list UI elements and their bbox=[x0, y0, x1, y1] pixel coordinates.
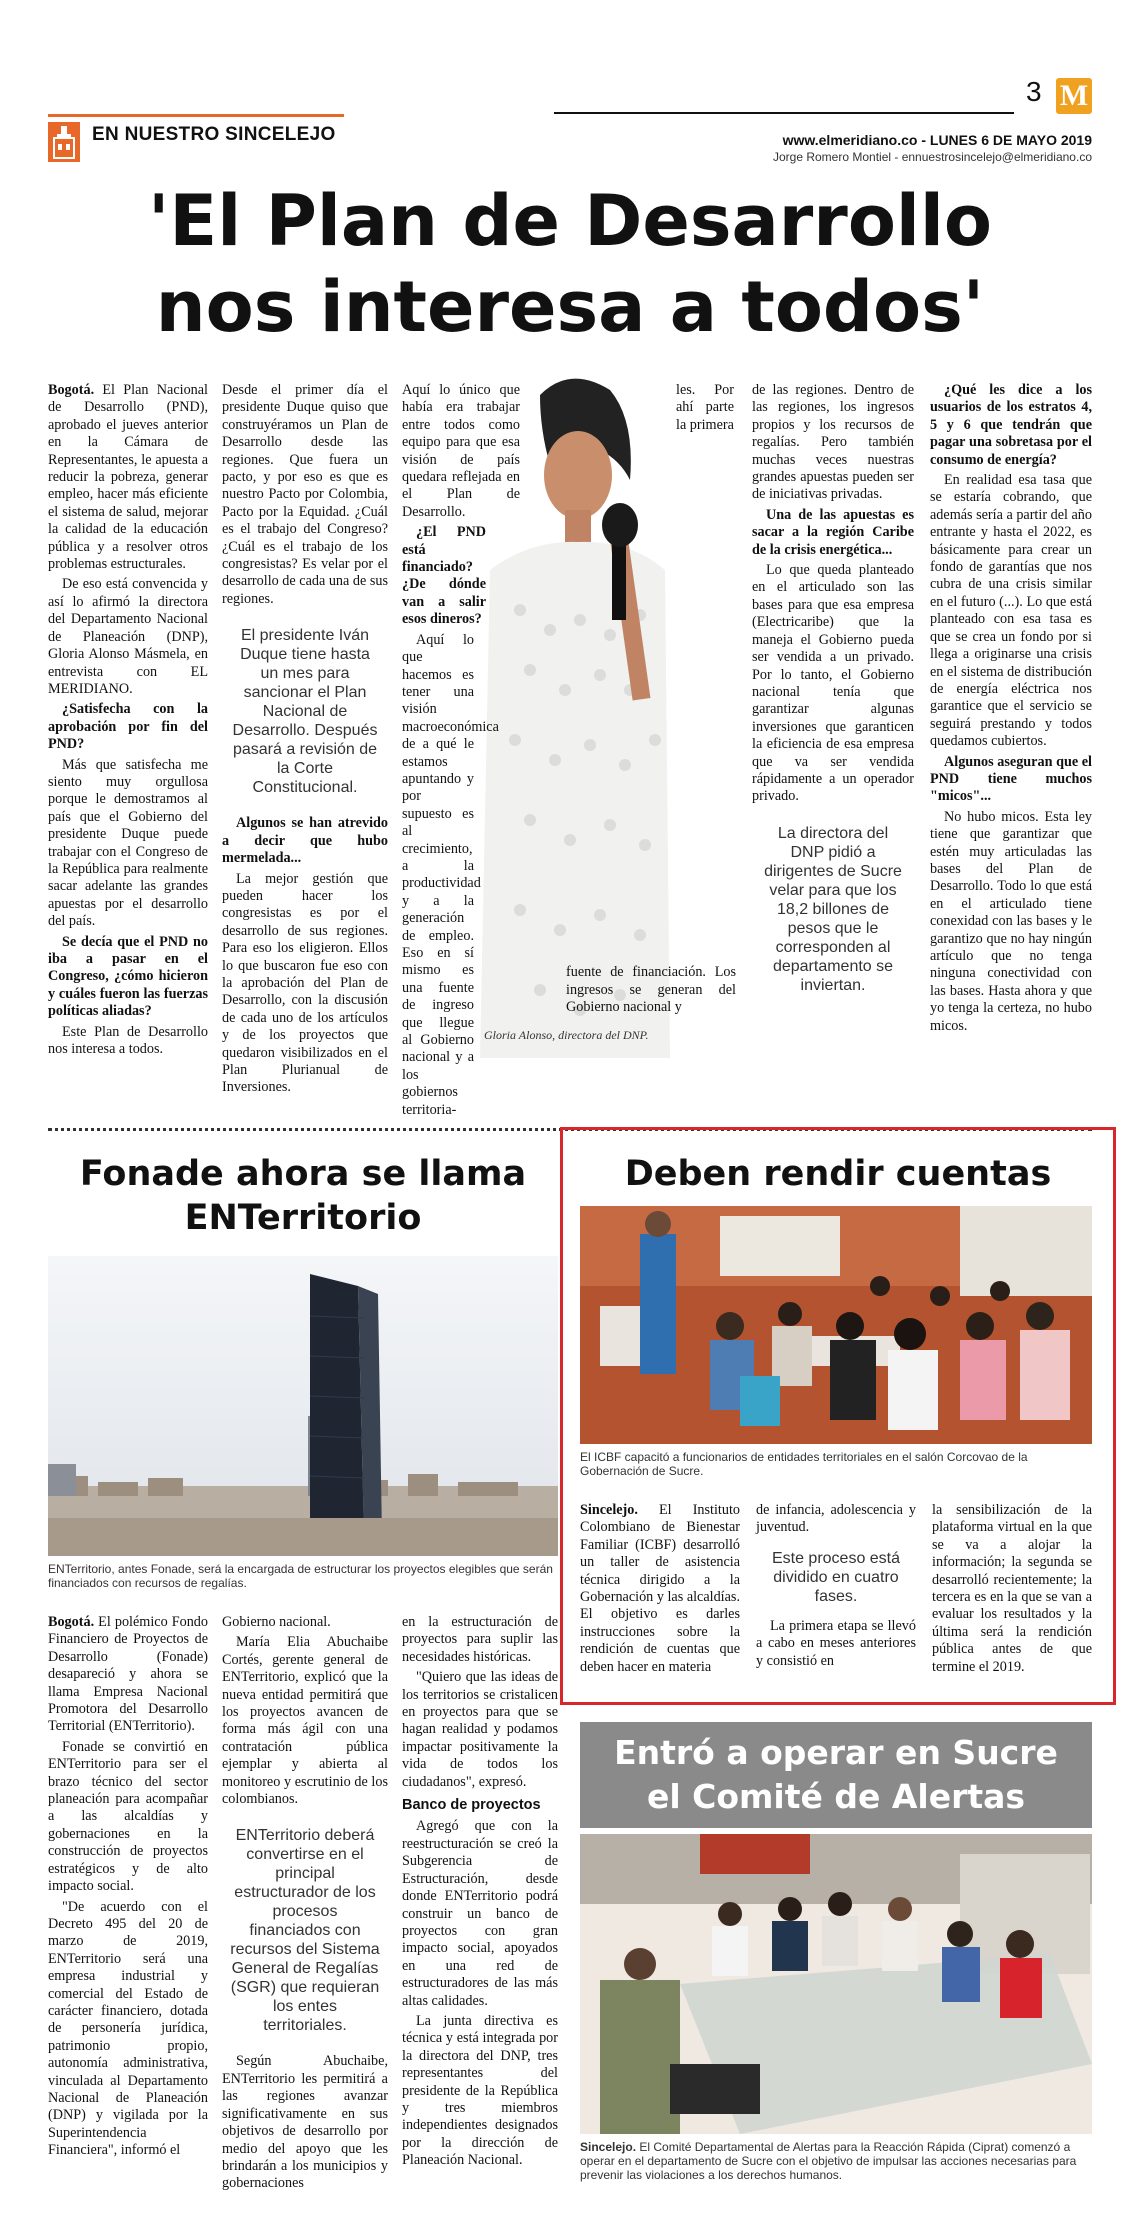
main-col4-p2: fuente de financiación. Los ingresos se generan del Gobierno nacional y bbox=[566, 964, 736, 1016]
classroom-illustration bbox=[580, 1206, 1092, 1444]
main-col6-q1: ¿Qué les dice a los usuarios de los estratos 4, 5 y 6 que tendrán que pagar una sobretasa por el consumo de energía? bbox=[930, 382, 1092, 468]
fonade-col3-p3: Agregó que con la reestructuración se creó la Subgerencia de Estructuración, desde donde ENTerritorio podrá construir un banco de proyectos con gran impacto social, apoyados en una red de estructuradores de las más altas calidades. bbox=[402, 1818, 558, 2009]
main-col1-p3: Más que satisfecha me siento muy orgullosa porque le demostramos al país que el Gobierno del presidente Duque puede trabajar con el Congreso de la República para realmente sacar adelante las grandes apuestas por el desarrollo del país. bbox=[48, 756, 208, 930]
main-col5-p2: Lo que queda planteado en el articulado son las bases para que esa empresa (Electricaribe) que la maneja el Gobierno pueda ser vendida a un privado. Por lo tanto, el Gobierno nacional tenía que garantizar algunas inversiones que garanticen la eficiencia de esa empresa que va ser vendida rápidamente a un operador privado. bbox=[752, 562, 914, 805]
fonade-subheading: Banco de proyectos bbox=[402, 1797, 541, 1814]
main-col5-p1: de las regiones. Dentro de las regiones, los ingresos propios y los recursos de regalías. Pero también muchas veces nuestras grandes apuestas pueden ser de iniciativas privadas. bbox=[752, 382, 914, 503]
meeting-room-illustration bbox=[580, 1834, 1092, 2134]
fonade-headline-line2: ENTerritorio bbox=[184, 1198, 422, 1238]
main-col3-q1: ¿El PND está financiado? ¿De dónde van a salir esos dineros? bbox=[402, 524, 486, 628]
main-headline-line2: nos interesa a todos' bbox=[155, 266, 985, 348]
fonade-col3-p4: La junta directiva es técnica y está integrada por la directora del DNP, tres representantes del presidente de la República y tres miembros independientes designados por la dirección de Planeación Nacional. bbox=[402, 2012, 558, 2169]
fonade-col1-p1 bbox=[48, 1614, 208, 1736]
fonade-col2-p2: María Elia Abuchaibe Cortés, gerente general de ENTerritorio, explicó que la nueva entidad permitirá que los proyectos avancen de forma más ágil con una contratación pública ejemplar y abierta al monitoreo y escrutinio de los colombianos. bbox=[222, 1634, 388, 1808]
fonade-col3-p2: "Quiero que las ideas de los territorios se cristalicen en proyectos para que se hagan realidad y podamos impactar positivamente la vida de todos los ciudadanos", expresó. bbox=[402, 1669, 558, 1790]
fonade-col2-p1: Gobierno nacional. bbox=[222, 1614, 331, 1630]
fonade-col2-p3: Según Abuchaibe, ENTerritorio les permitirá a las regiones avanzar significativamente en sus objetivos de desarrollo por medio del apoyo que les brindarán a los municipios y gobernaciones bbox=[222, 2053, 388, 2192]
city-skyline-illustration bbox=[48, 1256, 558, 1556]
cuentas-col1-p1-text: El Instituto Colombiano de Bienestar Familiar (ICBF) desarrolló un taller de asistencia técnica dirigido a la Gobernación y las alcaldías. El objetivo es darles instrucciones sobre la rendición de cuentas que deben hacer en materia bbox=[580, 1502, 740, 1675]
main-col-4 bbox=[566, 382, 736, 1019]
main-col4-p1: les. Por ahí parte la primera bbox=[676, 382, 734, 433]
fonade-photo-caption: ENTerritorio, antes Fonade, será la encargada de estructurar los proyectos elegibles que serán financiados con recursos de regalías. bbox=[48, 1562, 553, 1590]
main-col-2 bbox=[222, 382, 388, 1100]
main-headline bbox=[0, 178, 1140, 350]
main-col-5 bbox=[752, 382, 914, 1013]
main-col5-pull-quote: La directora del DNP pidió a dirigentes de Sucre velar para que los 18,2 billones de pesos que le corresponden al departamento se inviertan. bbox=[764, 824, 902, 994]
cuentas-col-2 bbox=[756, 1502, 916, 1673]
section-title: EN NUESTRO SINCELEJO bbox=[92, 124, 336, 145]
cuentas-col1-p1 bbox=[580, 1502, 740, 1676]
main-col1-p4: Este Plan de Desarrollo nos interesa a todos. bbox=[48, 1023, 208, 1058]
cuentas-col2-pull-quote: Este proceso está dividido en cuatro fases. bbox=[771, 1549, 901, 1605]
fonade-col-2 bbox=[222, 1614, 388, 2196]
dateline: www.elmeridiano.co - LUNES 6 DE MAYO 2019 bbox=[782, 132, 1092, 148]
cuentas-headline: Deben rendir cuentas bbox=[624, 1154, 1052, 1194]
cuentas-col-3 bbox=[932, 1502, 1092, 1679]
main-photo-caption: Gloria Alonso, directora del DNP. bbox=[484, 1028, 649, 1042]
main-col3-p2: Aquí lo que hacemos es tener una visión macroeconómica de a qué le estamos apuntando y por supuesto es al crecimiento, a la productividad y a la generación de empleo. Eso en sí mismo es una fuente de ingreso que llegue al Gobierno nacional y a los gobiernos territoria- bbox=[402, 631, 499, 1118]
byline: Jorge Romero Montiel - ennuestrosincelejo@elmeridiano.co bbox=[772, 150, 1092, 164]
main-col6-p2: No hubo micos. Esta ley tiene que garantizar que estén muy articuladas las bases del Plan de Desarrollo. Todo lo que está en el articulado tiene conexidad con las bases y le garantizo que no hay ningún artículo que no tenga ninguna conectividad con las bases. Hasta ahora y que yo tenga la certeza, no hubo micos. bbox=[930, 808, 1092, 1034]
fonade-headline-line1: Fonade ahora se llama bbox=[79, 1154, 527, 1194]
main-col2-p2: La mejor gestión que pueden hacer los congresistas es por el desarrollo de sus regiones. Para eso los eligieron. Ellos lo que buscaron fue eso con la aprobación del Plan de Desarrollo, con la discusión de cada uno de los artículos y de los proyectos que quedaron visibilizados en el Plan Plurianual de Inversiones. bbox=[222, 870, 388, 1096]
alertas-caption-text: El Comité Departamental de Alertas para la Reacción Rápida (Ciprat) comenzó a operar en el departamento de Sucre con el objetivo de impulsar las acciones necesarias para prevenir las violaciones a los derechos humanos. bbox=[580, 2140, 1077, 2182]
page-number: 3 bbox=[1026, 76, 1042, 107]
fonade-col-3 bbox=[402, 1614, 558, 2173]
main-col3-p1: Aquí lo único que había era trabajar entre todos como equipo para que esa visión de país quedara reflejada en el Plan de Desarrollo. bbox=[402, 382, 520, 520]
main-col-1 bbox=[48, 382, 208, 1061]
main-col2-q1: Algunos se han atrevido a decir que hubo mermelada... bbox=[222, 815, 388, 867]
alertas-headline-line2: el Comité de Alertas bbox=[646, 1777, 1026, 1816]
alertas-photo-caption bbox=[580, 2140, 1092, 2182]
cuentas-col2-p2: La primera etapa se llevó a cabo en meses anteriores y consistió en bbox=[756, 1617, 916, 1669]
logo bbox=[1056, 78, 1092, 114]
cuentas-dateline: Sincelejo. bbox=[580, 1502, 638, 1518]
alertas-caption-dateline: Sincelejo. bbox=[580, 2140, 637, 2154]
fonade-col1-p3: "De acuerdo con el Decreto 495 del 20 de marzo de 2019, ENTerritorio será una empresa industrial y comercial del Estado de carácter financiero, dotada de personería jurídica, patrimonio propio, autonomía administrativa, vinculada al Departamento Nacional de Planeación (DNP) y vigilada por la Superintendencia Financiera", informó el bbox=[48, 1898, 208, 2159]
main-headline-line1: 'El Plan de Desarrollo bbox=[148, 180, 992, 262]
fonade-dateline: Bogotá. bbox=[48, 1614, 95, 1630]
fonade-col2-pull-quote: ENTerritorio deberá convertirse en el principal estructurador de los procesos financiados con recursos del Sistema General de Regalías (SGR) que requieran los entes territoriales. bbox=[230, 1827, 380, 2035]
main-col-6 bbox=[930, 382, 1092, 1038]
cuentas-col2-p1: de infancia, adolescencia y juventud. bbox=[756, 1502, 916, 1536]
main-col1-q2: Se decía que el PND no iba a pasar en el Congreso, ¿cómo hicieron y cuáles fueron las fuerzas políticas aliadas? bbox=[48, 933, 208, 1020]
main-col-3 bbox=[402, 382, 520, 1122]
enterritorio-tower-photo bbox=[48, 1256, 558, 1556]
main-col6-q2: Algunos aseguran que el PND tiene muchos "micos"... bbox=[930, 753, 1092, 805]
header-rule bbox=[554, 112, 1014, 114]
main-col1-p1-text: El Plan Nacional de Desarrollo (PND), aprobado el jueves anterior en la Cámara de Representantes, le apuesta a reducir la pobreza, generar empleo, hacer más eficiente el sistema de salud, mejorar la calidad de la educación pública y a resolver otros problemas estructurales. bbox=[48, 382, 208, 573]
tower-icon bbox=[48, 122, 80, 162]
fonade-col3-p1: en la estructuración de proyectos para suplir las necesidades históricas. bbox=[402, 1614, 558, 1665]
alertas-headline-line1: Entró a operar en Sucre bbox=[614, 1733, 1058, 1772]
cuentas-col-1 bbox=[580, 1502, 740, 1679]
main-col1-q1: ¿Satisfecha con la aprobación por fin del PND? bbox=[48, 701, 208, 753]
alertas-banner bbox=[580, 1722, 1092, 1828]
main-dateline: Bogotá. bbox=[48, 382, 95, 398]
main-col2-pull-quote: El presidente Iván Duque tiene hasta un mes para sancionar el Plan Nacional de Desarrollo. Después pasará a revisión de la Corte Constitucional. bbox=[232, 627, 378, 797]
cuentas-col3-p1: la sensibilización de la plataforma virtual en la que se va a alojar la información; la segunda se desarrolló recientemente; la tercera es en la que se van a evaluar los resultados y la última será la rendición pública antes de que termine el 2019. bbox=[932, 1502, 1092, 1675]
main-col5-q1: Una de las apuestas es sacar a la región Caribe de la crisis energética... bbox=[752, 506, 914, 558]
fonade-col-1 bbox=[48, 1614, 208, 2163]
main-col6-p1: En realidad esa tasa que se estaría cobrando, que además sería a partir del año entrante y hasta el 2022, es básicamente para crear un fondo de garantías que nos cubra de una crisis similar en el futuro (...). Lo que está planteado con esa tasa es que se crea un fondo por si llega a originarse una crisis en el sistema de distribución de energía eléctrica nos garantice que el servicio se seguirá prestando y todos quedamos cubiertos. bbox=[930, 472, 1092, 750]
fonade-col1-p1-text: El polémico Fondo Financiero de Proyectos de Desarrollo (Fonade) desapareció y ahora se llama Empresa Nacional Promotora del Desarrollo Territorial (ENTerritorio). bbox=[48, 1614, 208, 1735]
main-col1-p2: De eso está convencida y así lo afirmó la directora del Departamento Nacional de Planeación (DNP), Gloria Alonso Másmela, en entrevista con EL MERIDIANO. bbox=[48, 576, 208, 697]
icbf-workshop-photo bbox=[580, 1206, 1092, 1444]
fonade-col1-p2: Fonade se convirtió en ENTerritorio para ser el brazo técnico del sector planeación para acompañar a las alcaldías y gobernaciones en la construcción de proyectos estratégicos y de alto impacto social. bbox=[48, 1738, 208, 1895]
alertas-meeting-photo bbox=[580, 1834, 1092, 2134]
main-col1-p1 bbox=[48, 382, 208, 573]
main-col2-p1: Desde el primer día el presidente Duque quiso que construyéramos un Plan de Desarrollo desde las regiones. Que fuera un pacto, y por eso es que es nuestro Pacto por Colombia, Pacto por la Equidad. ¿Cuál es el trabajo del Congreso? ¿Cuál es el trabajo de los congresistas? Es velar por el desarrollo de cada una de sus regiones. bbox=[222, 382, 388, 607]
logo-letter: M bbox=[1059, 79, 1089, 112]
section-accent-line bbox=[48, 114, 344, 117]
section-icon bbox=[48, 122, 80, 162]
fonade-headline bbox=[48, 1152, 558, 1240]
cuentas-photo-caption: El ICBF capacitó a funcionarios de entidades territoriales en el salón Corcovao de la Gobernación de Sucre. bbox=[580, 1450, 1028, 1478]
